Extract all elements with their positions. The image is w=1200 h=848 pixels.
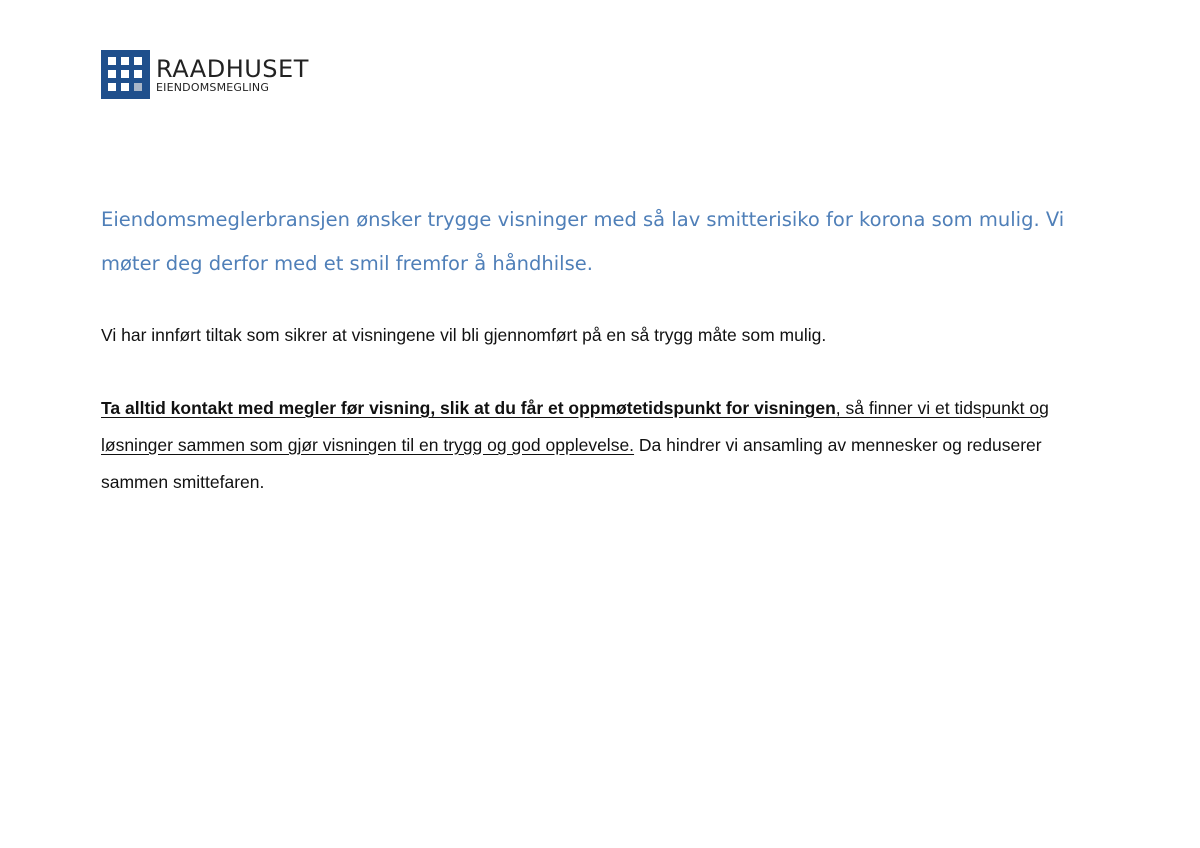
contact-instruction-underlined: , så finner vi et tidspunkt og løsninger sammen som gjør visningen til en trygg og god opplevelse. <box>101 398 1049 455</box>
measures-paragraph: Vi har innført tiltak som sikrer at visningene vil bli gjennomført på en så trygg måte som mulig. <box>101 325 827 345</box>
lead-paragraph: Eiendomsmeglerbransjen ønsker trygge visninger med så lav smitterisiko for korona som mulig. Vi møter deg derfor med et smil fremfor å håndhilse. <box>101 208 1065 275</box>
document-body <box>101 198 1091 501</box>
logo-wordmark <box>156 56 309 94</box>
brand-subtitle: EIENDOMSMEGLING <box>156 80 270 94</box>
contact-paragraph <box>101 390 1091 501</box>
building-grid-icon <box>101 50 150 99</box>
contact-instruction-plain: Da hindrer vi ansamling av mennesker og reduserer sammen smittefaren. <box>101 435 1042 492</box>
brand-name: RAADHUSET <box>156 54 309 83</box>
contact-instruction-bold: Ta alltid kontakt med megler før visning, slik at du får et oppmøtetidspunkt for visningen <box>101 398 836 418</box>
brand-logo <box>101 50 309 99</box>
